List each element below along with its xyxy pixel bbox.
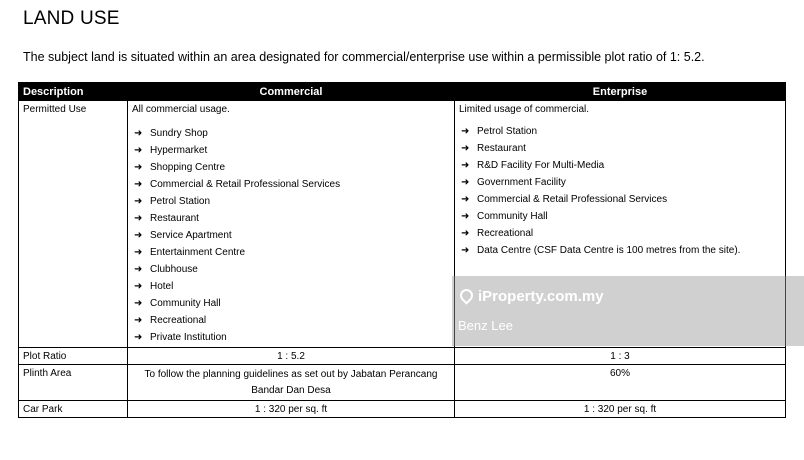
- arrow-bullet-icon: ➜: [461, 126, 470, 137]
- enterprise-intro: Limited usage of commercial.: [459, 104, 590, 115]
- car-park-label: Car Park: [19, 401, 128, 418]
- header-description: Description: [19, 83, 128, 101]
- arrow-bullet-icon: ➜: [134, 247, 143, 258]
- plot-ratio-enterprise: 1 : 3: [455, 348, 786, 365]
- arrow-bullet-icon: ➜: [461, 160, 470, 171]
- arrow-bullet-icon: ➜: [134, 162, 143, 173]
- list-item: [132, 176, 450, 193]
- watermark-logo: [460, 288, 604, 305]
- watermark-logo-text: iProperty.com.my: [478, 288, 604, 305]
- arrow-bullet-icon: ➜: [134, 315, 143, 326]
- arrow-bullet-icon: ➜: [461, 177, 470, 188]
- list-item-label: Petrol Station: [150, 196, 211, 207]
- list-item: [132, 261, 450, 278]
- header-enterprise: Enterprise: [455, 83, 786, 101]
- list-item-label: R&D Facility For Multi-Media: [477, 160, 605, 171]
- table-header-row: [19, 83, 786, 101]
- arrow-bullet-icon: ➜: [134, 179, 143, 190]
- car-park-commercial: 1 : 320 per sq. ft: [128, 401, 455, 418]
- list-item-label: Community Hall: [150, 298, 221, 309]
- list-item: [132, 295, 450, 312]
- watermark-agent-name: Benz Lee: [458, 318, 513, 333]
- list-item: [132, 312, 450, 329]
- list-item-label: Private Institution: [150, 332, 227, 343]
- arrow-bullet-icon: ➜: [134, 230, 143, 241]
- arrow-bullet-icon: ➜: [461, 245, 470, 256]
- arrow-bullet-icon: ➜: [134, 213, 143, 224]
- arrow-bullet-icon: ➜: [134, 264, 143, 275]
- list-item-label: Government Facility: [477, 177, 566, 188]
- plinth-area-label: Plinth Area: [19, 365, 128, 401]
- page-title: LAND USE: [23, 8, 120, 29]
- page-subtitle: The subject land is situated within an area designated for commercial/enterprise use within a permissible plot ratio of 1: 5.2.: [23, 50, 705, 64]
- commercial-intro: All commercial usage.: [132, 104, 230, 115]
- plinth-area-commercial-line2: Bandar Dan Desa: [251, 385, 331, 396]
- header-commercial: Commercial: [128, 83, 455, 101]
- list-item-label: Entertainment Centre: [150, 247, 246, 258]
- car-park-enterprise: 1 : 320 per sq. ft: [455, 401, 786, 418]
- list-item: [132, 125, 450, 142]
- land-use-table: [18, 82, 786, 418]
- arrow-bullet-icon: ➜: [134, 196, 143, 207]
- plot-ratio-label: Plot Ratio: [19, 348, 128, 365]
- list-item: [132, 142, 450, 159]
- permitted-use-commercial: [128, 101, 455, 348]
- list-item: [132, 329, 450, 346]
- list-item-label: Restaurant: [150, 213, 199, 224]
- enterprise-use-list: [459, 123, 781, 259]
- row-car-park: [19, 401, 786, 418]
- list-item-label: Community Hall: [477, 211, 548, 222]
- row-plot-ratio: [19, 348, 786, 365]
- arrow-bullet-icon: ➜: [134, 128, 143, 139]
- plot-ratio-commercial: 1 : 5.2: [128, 348, 455, 365]
- arrow-bullet-icon: ➜: [134, 281, 143, 292]
- list-item-label: Petrol Station: [477, 126, 538, 137]
- list-item-label: Clubhouse: [150, 264, 198, 275]
- arrow-bullet-icon: ➜: [461, 228, 470, 239]
- list-item-label: Commercial & Retail Professional Services: [477, 194, 668, 205]
- list-item-label: Data Centre (CSF Data Centre is 100 metres from the site).: [477, 245, 741, 256]
- list-item-label: Recreational: [477, 228, 534, 239]
- list-item-label: Hotel: [150, 281, 174, 292]
- list-item: [459, 191, 781, 208]
- list-item: [459, 174, 781, 191]
- plinth-area-enterprise: 60%: [455, 365, 786, 401]
- list-item: [459, 242, 781, 259]
- list-item: [459, 225, 781, 242]
- list-item: [459, 208, 781, 225]
- list-item-label: Restaurant: [477, 143, 526, 154]
- arrow-bullet-icon: ➜: [461, 194, 470, 205]
- list-item-label: Recreational: [150, 315, 207, 326]
- list-item: [132, 210, 450, 227]
- list-item-label: Commercial & Retail Professional Services: [150, 179, 341, 190]
- list-item: [132, 227, 450, 244]
- list-item: [132, 193, 450, 210]
- list-item-label: Service Apartment: [150, 230, 232, 241]
- list-item: [132, 159, 450, 176]
- row-plinth-area: [19, 365, 786, 401]
- permitted-use-label: Permitted Use: [19, 101, 128, 348]
- commercial-use-list: [132, 125, 450, 346]
- list-item: [132, 278, 450, 295]
- arrow-bullet-icon: ➜: [134, 332, 143, 343]
- plinth-area-commercial: [128, 365, 455, 401]
- location-pin-icon: [457, 286, 475, 304]
- list-item-label: Sundry Shop: [150, 128, 208, 139]
- arrow-bullet-icon: ➜: [134, 145, 143, 156]
- list-item: [132, 244, 450, 261]
- watermark-overlay: [452, 276, 804, 346]
- list-item: [459, 123, 781, 140]
- arrow-bullet-icon: ➜: [461, 211, 470, 222]
- arrow-bullet-icon: ➜: [461, 143, 470, 154]
- arrow-bullet-icon: ➜: [134, 298, 143, 309]
- list-item: [459, 140, 781, 157]
- plinth-area-commercial-line1: To follow the planning guidelines as set out by Jabatan Perancang: [144, 369, 438, 380]
- list-item: [459, 157, 781, 174]
- list-item-label: Shopping Centre: [150, 162, 226, 173]
- list-item-label: Hypermarket: [150, 145, 208, 156]
